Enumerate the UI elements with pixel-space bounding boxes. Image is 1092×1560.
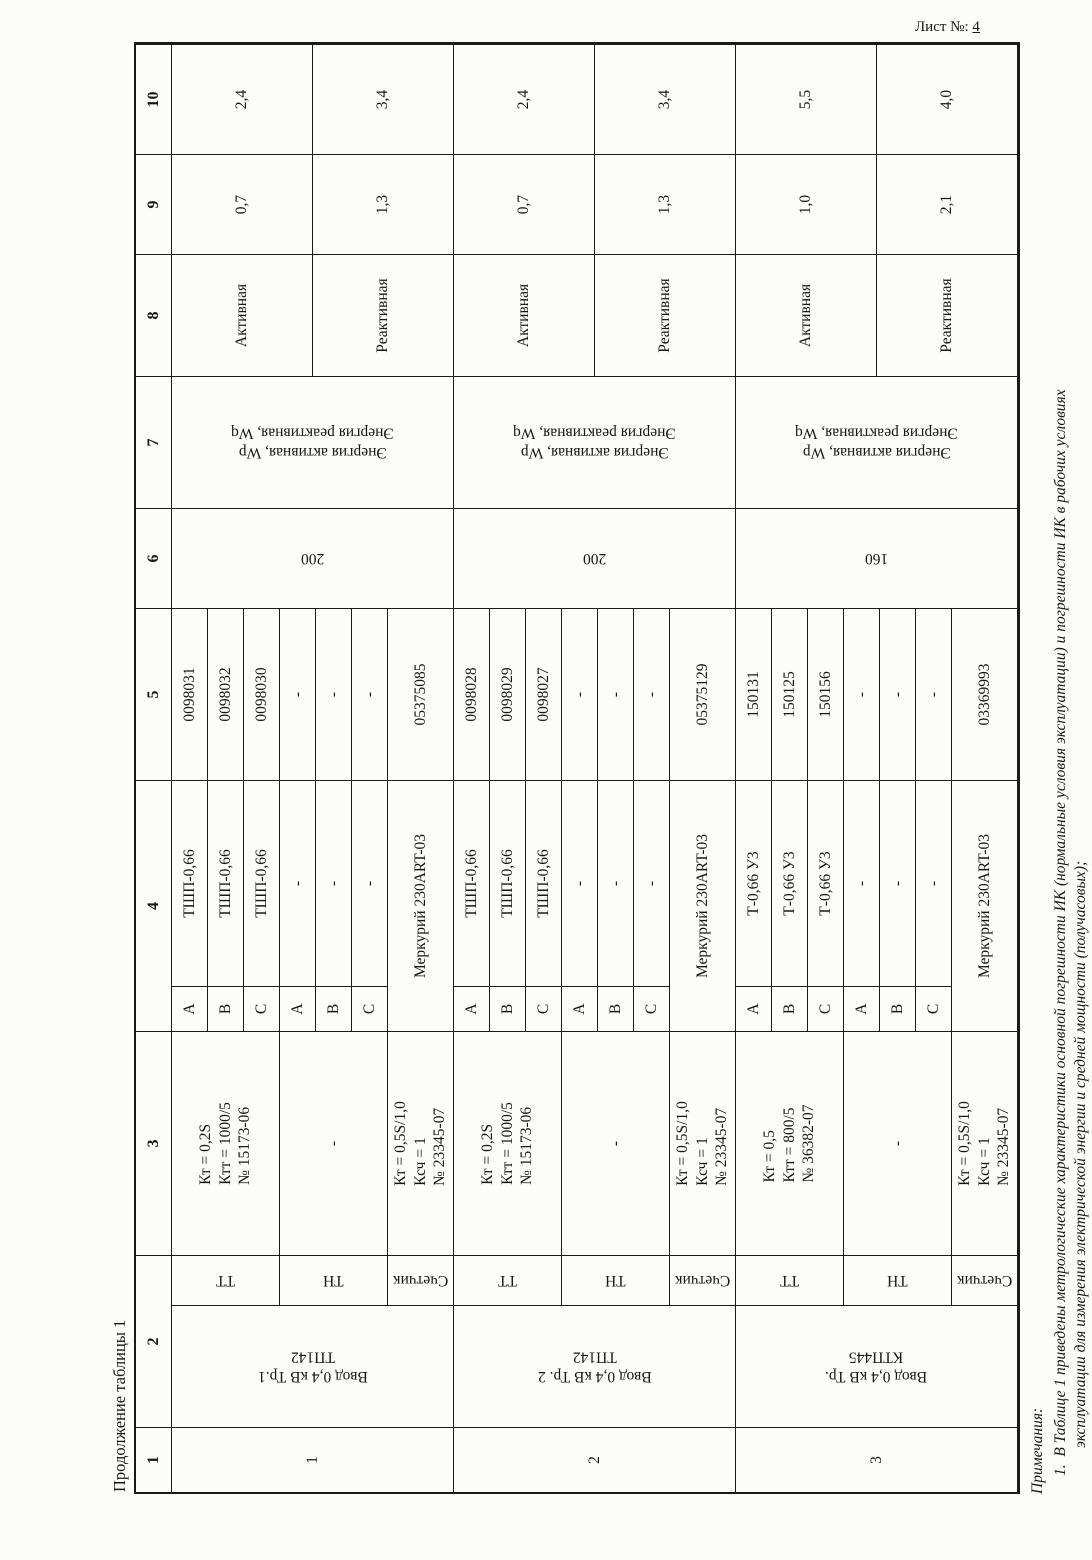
max-current: 160: [864, 550, 889, 568]
tt-phase-rows: [454, 608, 562, 1031]
phase-row: [772, 608, 808, 1031]
table-row: [172, 44, 454, 1492]
error-normal-reactive: 1,3: [656, 194, 674, 215]
phase-letter-cell: А: [172, 986, 208, 1031]
meter-group: [388, 608, 454, 1305]
error-working-active: 2,4: [454, 45, 595, 154]
ct-serial-cell: 0098028: [454, 608, 490, 780]
phase-letter-cell: А: [844, 986, 880, 1031]
meter-char-line: № 23345-07: [713, 1107, 731, 1186]
phase-row: [352, 608, 388, 1031]
tt-char-line: Ктт = 800/5: [780, 1107, 798, 1183]
energy-kind-cell: [454, 254, 736, 376]
meter-type-cell: Меркурий 230ART-03: [670, 780, 736, 1031]
vt-type-cell: -: [634, 780, 670, 986]
table-title: Продолжение таблицы 1: [110, 1319, 129, 1492]
energy-kind-cell: [736, 254, 1018, 376]
phase-row: [634, 608, 670, 1031]
meter-char-line: № 23345-07: [431, 1107, 449, 1186]
measured-energy-cell: [736, 376, 1018, 508]
vt-serial-cell: -: [634, 608, 670, 780]
tn-label: ТН: [887, 1272, 908, 1290]
tn-group: [562, 608, 670, 1305]
column-header-4: 4: [136, 780, 172, 1031]
max-current: 200: [300, 550, 325, 568]
tt-char-line: Кт = 0,2S: [197, 1123, 215, 1185]
tt-phase-rows: [736, 608, 844, 1031]
tt-char-line: Кт = 0,5: [761, 1130, 779, 1183]
kind-reactive-label: Реактивная: [938, 278, 956, 353]
phase-letter-cell: С: [808, 986, 844, 1031]
feeder-name-line2: КТП445: [849, 1348, 904, 1366]
row-number: 3: [867, 1456, 885, 1464]
ct-serial-cell: 0098029: [490, 608, 526, 780]
tt-label-cell: [454, 1255, 562, 1305]
tt-char-line: Кт = 0,2S: [479, 1123, 497, 1185]
phase-row: [526, 608, 562, 1031]
meter-characteristics-cell: [670, 1031, 736, 1255]
tn-label-cell: [562, 1255, 670, 1305]
error-working-active: 2,4: [172, 45, 313, 154]
vt-type-cell: -: [352, 780, 388, 986]
vt-type-cell: -: [880, 780, 916, 986]
phase-letter-cell: А: [454, 986, 490, 1031]
vt-serial-cell: -: [352, 608, 388, 780]
phase-letter-cell: В: [598, 986, 634, 1031]
ct-type-cell: ТШП-0,66: [526, 780, 562, 986]
sheet-label: Лист №:: [915, 19, 969, 35]
ct-type-cell: ТШП-0,66: [244, 780, 280, 986]
error-working-reactive: 3,4: [656, 89, 674, 110]
feeder-name: [538, 1347, 652, 1386]
meter-characteristics: [391, 1101, 449, 1186]
vt-serial-cell: -: [880, 608, 916, 780]
tt-char-line: Ктт = 1000/5: [498, 1102, 516, 1185]
energy-active-label: Энергия активная, Wp: [520, 443, 669, 461]
meter-char-line: Кт = 0,5S/1,0: [956, 1101, 974, 1186]
vt-type-cell: -: [280, 780, 316, 986]
vt-serial-cell: -: [562, 608, 598, 780]
phase-letter-cell: А: [562, 986, 598, 1031]
meter-label-cell: [952, 1255, 1018, 1305]
energy-active-label: Энергия активная, Wp: [238, 443, 387, 461]
phase-row: [808, 608, 844, 1031]
error-normal-active: 1,0: [736, 155, 877, 254]
meter-characteristics: [955, 1101, 1013, 1186]
tt-group: [736, 608, 844, 1305]
phase-letter-cell: В: [772, 986, 808, 1031]
error-normal-active: 0,7: [454, 155, 595, 254]
ct-serial-cell: 150131: [736, 608, 772, 780]
measured-energy-cell: [172, 376, 454, 508]
meter-group: [670, 608, 736, 1305]
measured-energy: [513, 423, 676, 462]
measured-energy-cell: [454, 376, 736, 508]
column-header-1: 1: [136, 1427, 172, 1492]
measured-energy: [795, 423, 958, 462]
tn-characteristics-cell: -: [280, 1031, 388, 1255]
tn-label: ТН: [323, 1272, 344, 1290]
phase-letter-cell: В: [880, 986, 916, 1031]
tn-characteristics-cell: -: [562, 1031, 670, 1255]
phase-letter-cell: А: [280, 986, 316, 1031]
tn-label: ТН: [605, 1272, 626, 1290]
phase-letter-cell: С: [634, 986, 670, 1031]
kind-reactive-label: Реактивная: [374, 278, 392, 353]
phase-letter-cell: А: [736, 986, 772, 1031]
note-item-1-continued: эксплуатации для измерения электрической энергии и средней мощности (получасовых);: [1072, 860, 1090, 1448]
tt-label: ТТ: [498, 1272, 517, 1290]
feeder-name-cell: [454, 1305, 736, 1427]
notes-title: Примечания:: [1029, 1407, 1046, 1494]
phase-letter-cell: С: [352, 986, 388, 1031]
kind-reactive-label: Реактивная: [656, 278, 674, 353]
ct-serial-cell: 150125: [772, 608, 808, 780]
meter-type-cell: Меркурий 230ART-03: [388, 780, 454, 1031]
phase-row: [880, 608, 916, 1031]
column-header-3: 3: [136, 1031, 172, 1255]
feeder-name-line1: Ввод 0,4 кВ Тр.: [825, 1367, 928, 1385]
max-current-cell: [736, 508, 1018, 608]
tn-phase-rows: [562, 608, 670, 1031]
energy-reactive-label: Энергия реактивная, Wq: [795, 424, 958, 442]
phase-row: [598, 608, 634, 1031]
meter-char-line: Кт = 0,5S/1,0: [392, 1101, 410, 1186]
vt-serial-cell: -: [598, 608, 634, 780]
phase-row: [736, 608, 772, 1031]
meter-type-cell: Меркурий 230ART-03: [952, 780, 1018, 1031]
meter-label-cell: [388, 1255, 454, 1305]
tt-characteristics: [760, 1104, 818, 1182]
phase-row: [562, 608, 598, 1031]
phase-letter-cell: В: [490, 986, 526, 1031]
meter-serial-cell: 03369993: [952, 608, 1018, 780]
row-number-cell: [736, 1427, 1018, 1492]
row-number-cell: [172, 1427, 454, 1492]
note-item-text: В Таблице 1 приведены метрологические характеристики основной погрешности ИК (нормальные условия эксплуатации) и погрешности ИК в рабочих условиях: [1052, 389, 1070, 1457]
tn-characteristics-cell: -: [844, 1031, 952, 1255]
phase-letter-cell: С: [244, 986, 280, 1031]
phase-letter-cell: В: [208, 986, 244, 1031]
tt-char-line: Ктт = 1000/5: [216, 1102, 234, 1185]
phase-row: [490, 608, 526, 1031]
error-working-cell: [736, 44, 1018, 154]
meter-char-line: Ксч = 1: [411, 1137, 429, 1186]
phase-letter-cell: С: [526, 986, 562, 1031]
ct-type-cell: ТШП-0,66: [490, 780, 526, 986]
ct-type-cell: ТШП-0,66: [454, 780, 490, 986]
meter-label: Счетчик: [392, 1272, 449, 1290]
table-row: [736, 44, 1018, 1492]
meter-group: [952, 608, 1018, 1305]
error-normal-reactive: 2,1: [938, 194, 956, 215]
column-header-10: 10: [136, 44, 172, 154]
phase-row: [280, 608, 316, 1031]
note-item-number: 1.: [1052, 1464, 1070, 1476]
vt-type-cell: -: [562, 780, 598, 986]
kind-active-label: Активная: [454, 255, 595, 376]
column-header-7: 7: [136, 376, 172, 508]
ct-serial-cell: 0098027: [526, 608, 562, 780]
tn-group: [844, 608, 952, 1305]
column-header-5: 5: [136, 608, 172, 780]
sheet-number-line: [915, 16, 1014, 39]
energy-kind-cell: [172, 254, 454, 376]
tt-phase-rows: [172, 608, 280, 1031]
meter-characteristics-cell: [388, 1031, 454, 1255]
phase-row: [916, 608, 952, 1031]
meter-char-line: Кт = 0,5S/1,0: [674, 1101, 692, 1186]
feeder-name-line1: Ввод 0,4 кВ Тр.1: [257, 1367, 368, 1385]
phase-row: [244, 608, 280, 1031]
tt-characteristics-cell: [454, 1031, 562, 1255]
row-number: 1: [303, 1456, 321, 1464]
tt-label-cell: [172, 1255, 280, 1305]
error-normal-cell: [736, 154, 1018, 254]
row-number: 2: [585, 1456, 603, 1464]
column-header-6: 6: [136, 508, 172, 608]
tt-label: ТТ: [216, 1272, 235, 1290]
ct-serial-cell: 0098031: [172, 608, 208, 780]
feeder-name-cell: [736, 1305, 1018, 1427]
ct-type-cell: Т-0,66 У3: [736, 780, 772, 986]
landscape-content: [108, 42, 1090, 1494]
rotated-sheet: [108, 42, 1088, 1494]
meter-char-line: Ксч = 1: [693, 1137, 711, 1186]
tn-phase-rows: [844, 608, 952, 1031]
error-normal-reactive: 1,3: [374, 194, 392, 215]
ct-type-cell: ТШП-0,66: [172, 780, 208, 986]
phase-row: [208, 608, 244, 1031]
vt-serial-cell: -: [280, 608, 316, 780]
feeder-name: [825, 1347, 927, 1386]
ct-serial-cell: 0098030: [244, 608, 280, 780]
tn-label-cell: [844, 1255, 952, 1305]
phase-letter-cell: В: [316, 986, 352, 1031]
meter-char-line: № 23345-07: [995, 1107, 1013, 1186]
meter-characteristics-cell: [952, 1031, 1018, 1255]
meter-characteristics: [673, 1101, 731, 1186]
energy-reactive-label: Энергия реактивная, Wq: [513, 424, 676, 442]
meter-char-line: Ксч = 1: [975, 1137, 993, 1186]
kind-active-label: Активная: [172, 255, 313, 376]
table-header-row: [136, 44, 172, 1492]
error-working-active: 5,5: [736, 45, 877, 154]
meter-serial-cell: 05375129: [670, 608, 736, 780]
tt-char-line: № 15173-06: [236, 1106, 254, 1185]
sheet-number: 4: [972, 19, 980, 35]
tt-characteristics: [478, 1102, 536, 1185]
meter-label: Счетчик: [956, 1272, 1013, 1290]
components-block: [736, 608, 1018, 1305]
error-normal-cell: [172, 154, 454, 254]
kind-active-label: Активная: [736, 255, 877, 376]
tt-characteristics: [196, 1102, 254, 1185]
measurement-channels-table: [134, 42, 1020, 1494]
error-normal-cell: [454, 154, 736, 254]
tt-label-cell: [736, 1255, 844, 1305]
table-row: [454, 44, 736, 1492]
max-current: 200: [582, 550, 607, 568]
tn-phase-rows: [280, 608, 388, 1031]
feeder-name-line2: ТП142: [290, 1348, 335, 1366]
components-block: [172, 608, 454, 1305]
feeder-name-line2: ТП142: [572, 1348, 617, 1366]
column-header-9: 9: [136, 154, 172, 254]
energy-reactive-label: Энергия реактивная, Wq: [231, 424, 394, 442]
note-item-1: [1051, 46, 1071, 1494]
ct-type-cell: Т-0,66 У3: [808, 780, 844, 986]
tt-label: ТТ: [780, 1272, 799, 1290]
phase-row: [844, 608, 880, 1031]
max-current-cell: [454, 508, 736, 608]
meter-label-cell: [670, 1255, 736, 1305]
vt-type-cell: -: [316, 780, 352, 986]
ct-serial-cell: 150156: [808, 608, 844, 780]
ct-type-cell: ТШП-0,66: [208, 780, 244, 986]
error-working-reactive: 3,4: [374, 89, 392, 110]
feeder-name-line1: Ввод 0,4 кВ Тр. 2: [537, 1367, 652, 1385]
column-header-8: 8: [136, 254, 172, 376]
vt-type-cell: -: [916, 780, 952, 986]
phase-row: [454, 608, 490, 1031]
feeder-name: [258, 1347, 368, 1386]
error-normal-active: 0,7: [172, 155, 313, 254]
error-working-reactive: 4,0: [938, 89, 956, 110]
tt-characteristics-cell: [172, 1031, 280, 1255]
meter-serial-cell: 05375085: [388, 608, 454, 780]
ct-serial-cell: 0098032: [208, 608, 244, 780]
column-header-2: 2: [136, 1255, 172, 1427]
tt-group: [172, 608, 280, 1305]
feeder-name-cell: [172, 1305, 454, 1427]
error-working-cell: [454, 44, 736, 154]
vt-serial-cell: -: [844, 608, 880, 780]
tn-group: [280, 608, 388, 1305]
ct-type-cell: Т-0,66 У3: [772, 780, 808, 986]
measured-energy: [231, 423, 394, 462]
vt-type-cell: -: [844, 780, 880, 986]
phase-letter-cell: С: [916, 986, 952, 1031]
notes-block: [1028, 46, 1091, 1494]
vt-type-cell: -: [598, 780, 634, 986]
phase-row: [172, 608, 208, 1031]
error-working-cell: [172, 44, 454, 154]
vt-serial-cell: -: [316, 608, 352, 780]
tt-characteristics-cell: [736, 1031, 844, 1255]
tt-group: [454, 608, 562, 1305]
tn-label-cell: [280, 1255, 388, 1305]
max-current-cell: [172, 508, 454, 608]
phase-row: [316, 608, 352, 1031]
meter-label: Счетчик: [674, 1272, 731, 1290]
tt-char-line: № 36382-07: [800, 1104, 818, 1183]
vt-serial-cell: -: [916, 608, 952, 780]
row-number-cell: [454, 1427, 736, 1492]
components-block: [454, 608, 736, 1305]
energy-active-label: Энергия активная, Wp: [802, 443, 951, 461]
tt-char-line: № 15173-06: [518, 1106, 536, 1185]
